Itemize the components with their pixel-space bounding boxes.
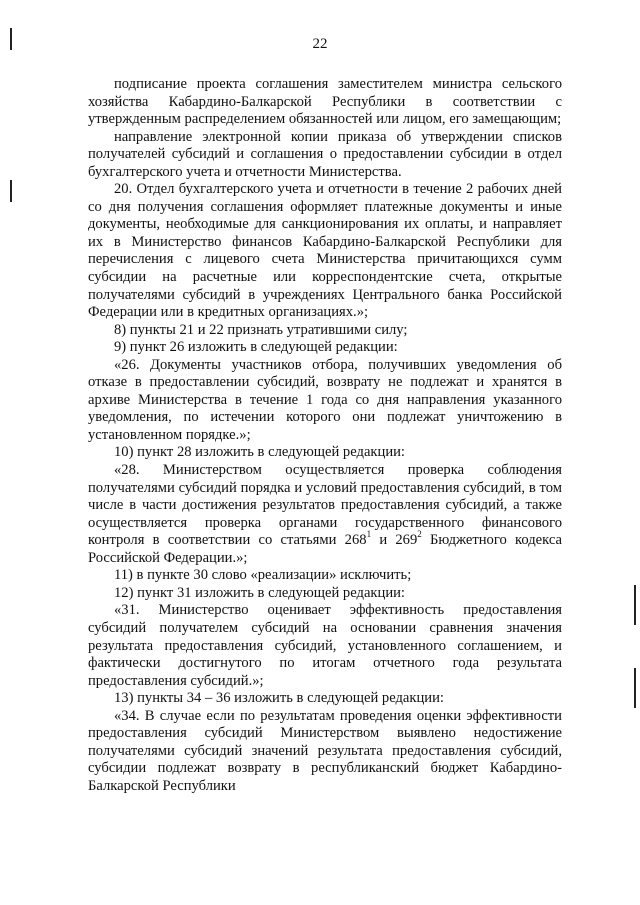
paragraph: направление электронной копии приказа об утверждении списков получателей субсидий и соглашения о предоставлении субсидии в отдел бухгалтерского учета и отчетности Министерства. [88, 128, 562, 180]
superscript: 1 [366, 529, 372, 540]
paragraph: 9) пункт 26 изложить в следующей редакции: [114, 339, 398, 356]
paragraph: «31. Министерство оценивает эффективность предоставления субсидий получателем субсидий на основании сравнения значения результата предоставления субсидий, установленного соглашением, и фактически достигнутого по итогам отчетного года результата предоставления субсидий.»; [88, 602, 562, 689]
paragraph-28-tail: Бюджетного кодекса Российской Федерации.»; [88, 532, 562, 566]
paragraph: 8) пункты 21 и 22 признать утратившими силу; [114, 321, 408, 338]
document-body [88, 76, 562, 795]
paragraph: 20. Отдел бухгалтерского учета и отчетности в течение 2 рабочих дней со дня получения соглашения оформляет платежные документы и иные документы, необходимые для санкционирования их оплаты, и направляет их в Министерство финансов Кабардино-Балкарской Республики для перечисления с лицевого счета Министерства причитающихся сумм субсидии на расчетные или корреспондентские счета, открытые получателями субсидий в учреждениях Центрального банка Российской Федерации или в кредитных организациях.»; [88, 181, 562, 321]
paragraph-28-text: «28. Министерством осуществляется проверка соблюдения получателями субсидий порядка и условий предоставления субсидий, в том числе в части достижения результатов предоставления субсидий, а также осуществляется проверка органами государственного финансового контроля в соответствии со статьями 268 [88, 462, 562, 549]
scan-mark-right-lower [634, 585, 636, 625]
paragraph: «34. В случае если по результатам проведения оценки эффективности предоставления субсидий Министерством выявлено недостижение получателями субсидий значений результата предоставления субсидий, субсидии подлежат возврату в республиканский бюджет Кабардино-Балкарской Республики [88, 707, 562, 794]
scan-mark-right-bottom [634, 668, 636, 708]
paragraph: подписание проекта соглашения заместителем министра сельского хозяйства Кабардино-Балкарской Республики в соответствии с утвержденным распределением обязанностей или лицом, его замещающим; [88, 76, 562, 128]
paragraph: 10) пункт 28 изложить в следующей редакции: [114, 444, 405, 461]
superscript: 2 [417, 529, 422, 540]
paragraph-28 [88, 462, 562, 567]
scan-mark-left-middle [10, 180, 12, 202]
paragraph: 12) пункт 31 изложить в следующей редакции: [114, 584, 405, 601]
paragraph: 11) в пункте 30 слово «реализации» исключить; [114, 567, 412, 584]
paragraph-28-mid: и 269 [371, 532, 418, 549]
page-number: 22 [312, 36, 328, 52]
paragraph: «26. Документы участников отбора, получивших уведомления об отказе в предоставлении субсидий, возврату не подлежат и хранятся в архиве Министерства в течение 1 года со дня направления указанного уведомления, по истечении которого они подлежат уничтожению в установленном порядке.»; [88, 356, 562, 443]
paragraph: 13) пункты 34 – 36 изложить в следующей редакции: [114, 690, 444, 707]
